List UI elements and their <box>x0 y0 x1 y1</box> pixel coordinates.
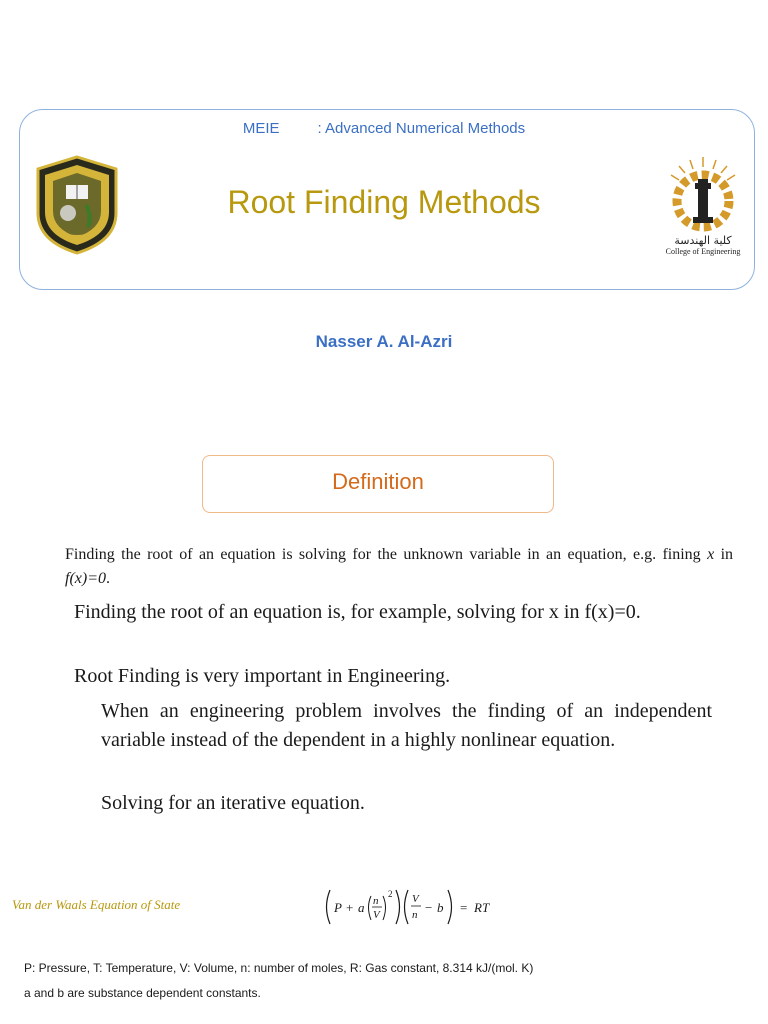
course-code: MEIE <box>242 120 280 137</box>
definition-heading: Definition <box>332 469 424 494</box>
sub-bullet-item: When an engineering problem involves the finding of an independent variable instead of the dependent in a highly nonlinear equation. <box>101 700 712 751</box>
svg-text:V: V <box>373 909 380 921</box>
svg-text:n: n <box>412 909 418 921</box>
svg-text:−: − <box>425 900 433 915</box>
svg-text:b: b <box>437 900 444 915</box>
bullet-item: Root Finding is very important in Engineering. <box>74 665 451 687</box>
gear-tower-icon <box>660 155 746 233</box>
college-of-engineering-logo <box>660 155 746 260</box>
intro-text: Finding the root of an equation is solving for the unknown variable in an equation, e.g. fining <box>65 546 701 563</box>
svg-text:V: V <box>412 893 419 905</box>
college-logo-arabic-text: كلية الهندسة <box>674 234 732 247</box>
definition-intro-paragraph <box>65 543 733 591</box>
intro-equation: f(x)=0 <box>65 570 106 587</box>
van-der-waals-equation <box>322 882 512 932</box>
equation-label: Van der Waals Equation of State <box>12 897 181 912</box>
sub-bullet-item: Solving for an iterative equation. <box>101 792 365 814</box>
university-seal-logo <box>34 155 120 255</box>
bullet-item: Finding the root of an equation is, for example, solving for x in f(x)=0. <box>74 601 641 623</box>
author-name: Nasser A. Al-Azri <box>315 332 453 351</box>
footnote-constants: a and b are substance dependent constants. <box>24 986 261 1000</box>
course-name: : Advanced Numerical Methods <box>317 120 526 137</box>
page-title: Root Finding Methods <box>227 184 541 220</box>
svg-text:a: a <box>358 900 365 915</box>
intro-end: . <box>106 570 110 587</box>
college-logo-english-text: College of Engineering <box>665 247 741 256</box>
intro-variable: x <box>707 546 715 563</box>
svg-text:RT: RT <box>474 900 490 915</box>
intro-in: in <box>714 546 734 563</box>
svg-text:=: = <box>460 900 468 915</box>
course-line <box>0 120 768 137</box>
svg-text:P: P <box>334 900 342 915</box>
footnote-variables: P: Pressure, T: Temperature, V: Volume, n: number of moles, R: Gas constant, 8.314 kJ/(mol. K) <box>24 961 534 975</box>
svg-text:+: + <box>346 900 354 915</box>
svg-text:2: 2 <box>388 889 393 899</box>
svg-text:n: n <box>373 895 379 907</box>
